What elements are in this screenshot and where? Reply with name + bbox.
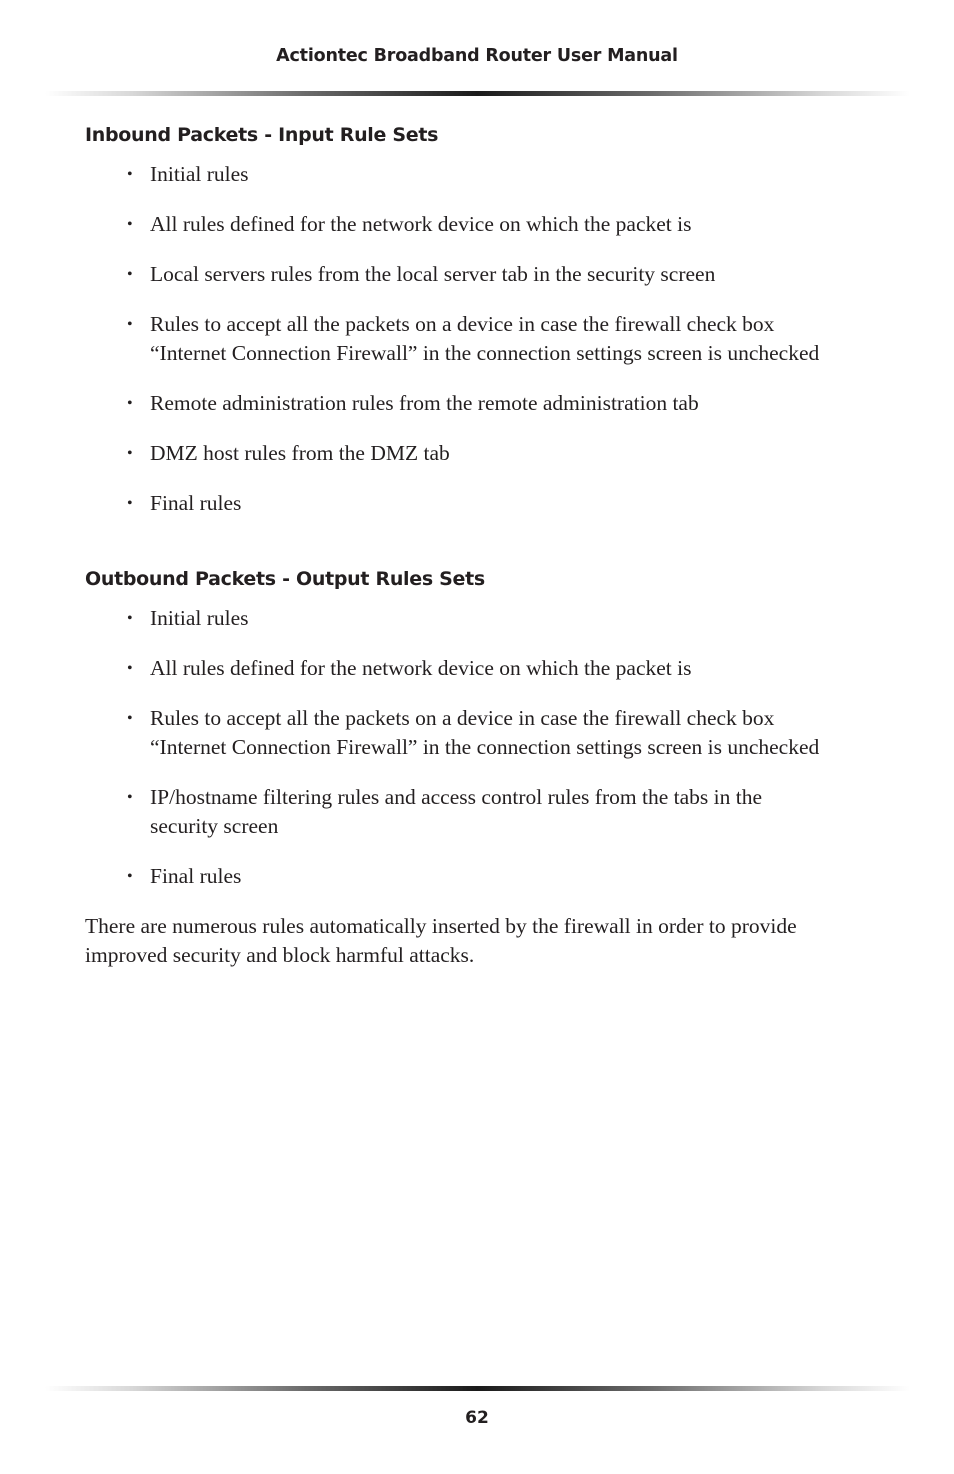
list-item (85, 439, 820, 468)
page-number: 62 (465, 1408, 489, 1428)
bullet-icon: • (127, 316, 133, 333)
bullet-icon: • (127, 610, 133, 627)
list-item-text: Rules to accept all the packets on a device in case the firewall check box “Internet Connection Firewall” in the connection settings screen is unchecked (150, 706, 820, 759)
section-heading-outbound: Outbound Packets - Output Rules Sets (85, 568, 485, 590)
list-item (85, 783, 820, 841)
list-item-text: Final rules (150, 864, 242, 888)
bullet-icon: • (127, 395, 133, 412)
list-item-text: DMZ host rules from the DMZ tab (150, 441, 450, 465)
bullet-icon: • (127, 660, 133, 677)
list-item-text: Final rules (150, 491, 242, 515)
closing-paragraph: There are numerous rules automatically inserted by the firewall in order to provide improved security and block harmful attacks. (85, 914, 797, 967)
bullet-icon: • (127, 710, 133, 727)
list-item-text: Rules to accept all the packets on a device in case the firewall check box “Internet Connection Firewall” in the connection settings screen is unchecked (150, 312, 820, 365)
section-heading-inbound: Inbound Packets - Input Rule Sets (85, 124, 439, 146)
list-item (85, 160, 820, 189)
bullet-icon: • (127, 868, 133, 885)
bullet-icon: • (127, 495, 133, 512)
list-item-text: Initial rules (150, 606, 249, 630)
outbound-rule-list (85, 604, 875, 891)
list-item (85, 489, 820, 518)
bullet-icon: • (127, 445, 133, 462)
list-item (85, 260, 820, 289)
bullet-icon: • (127, 266, 133, 283)
page-content (85, 124, 875, 992)
list-item (85, 310, 820, 368)
running-header: Actiontec Broadband Router User Manual (276, 46, 678, 66)
list-item-text: Initial rules (150, 162, 249, 186)
bullet-icon: • (127, 166, 133, 183)
list-item (85, 210, 820, 239)
list-item-text: Remote administration rules from the remote administration tab (150, 391, 699, 415)
bullet-icon: • (127, 216, 133, 233)
list-item (85, 654, 820, 683)
list-item-text: Local servers rules from the local server tab in the security screen (150, 262, 716, 286)
section-spacer (85, 539, 875, 568)
list-item (85, 389, 820, 418)
header-rule (45, 91, 910, 96)
list-item-text: IP/hostname filtering rules and access control rules from the tabs in the security screen (150, 785, 762, 838)
list-item (85, 862, 820, 891)
bullet-icon: • (127, 789, 133, 806)
footer-rule (45, 1386, 910, 1391)
list-item-text: All rules defined for the network device on which the packet is (150, 212, 692, 236)
list-item (85, 704, 820, 762)
list-item-text: All rules defined for the network device on which the packet is (150, 656, 692, 680)
inbound-rule-list (85, 160, 875, 518)
list-item (85, 604, 820, 633)
